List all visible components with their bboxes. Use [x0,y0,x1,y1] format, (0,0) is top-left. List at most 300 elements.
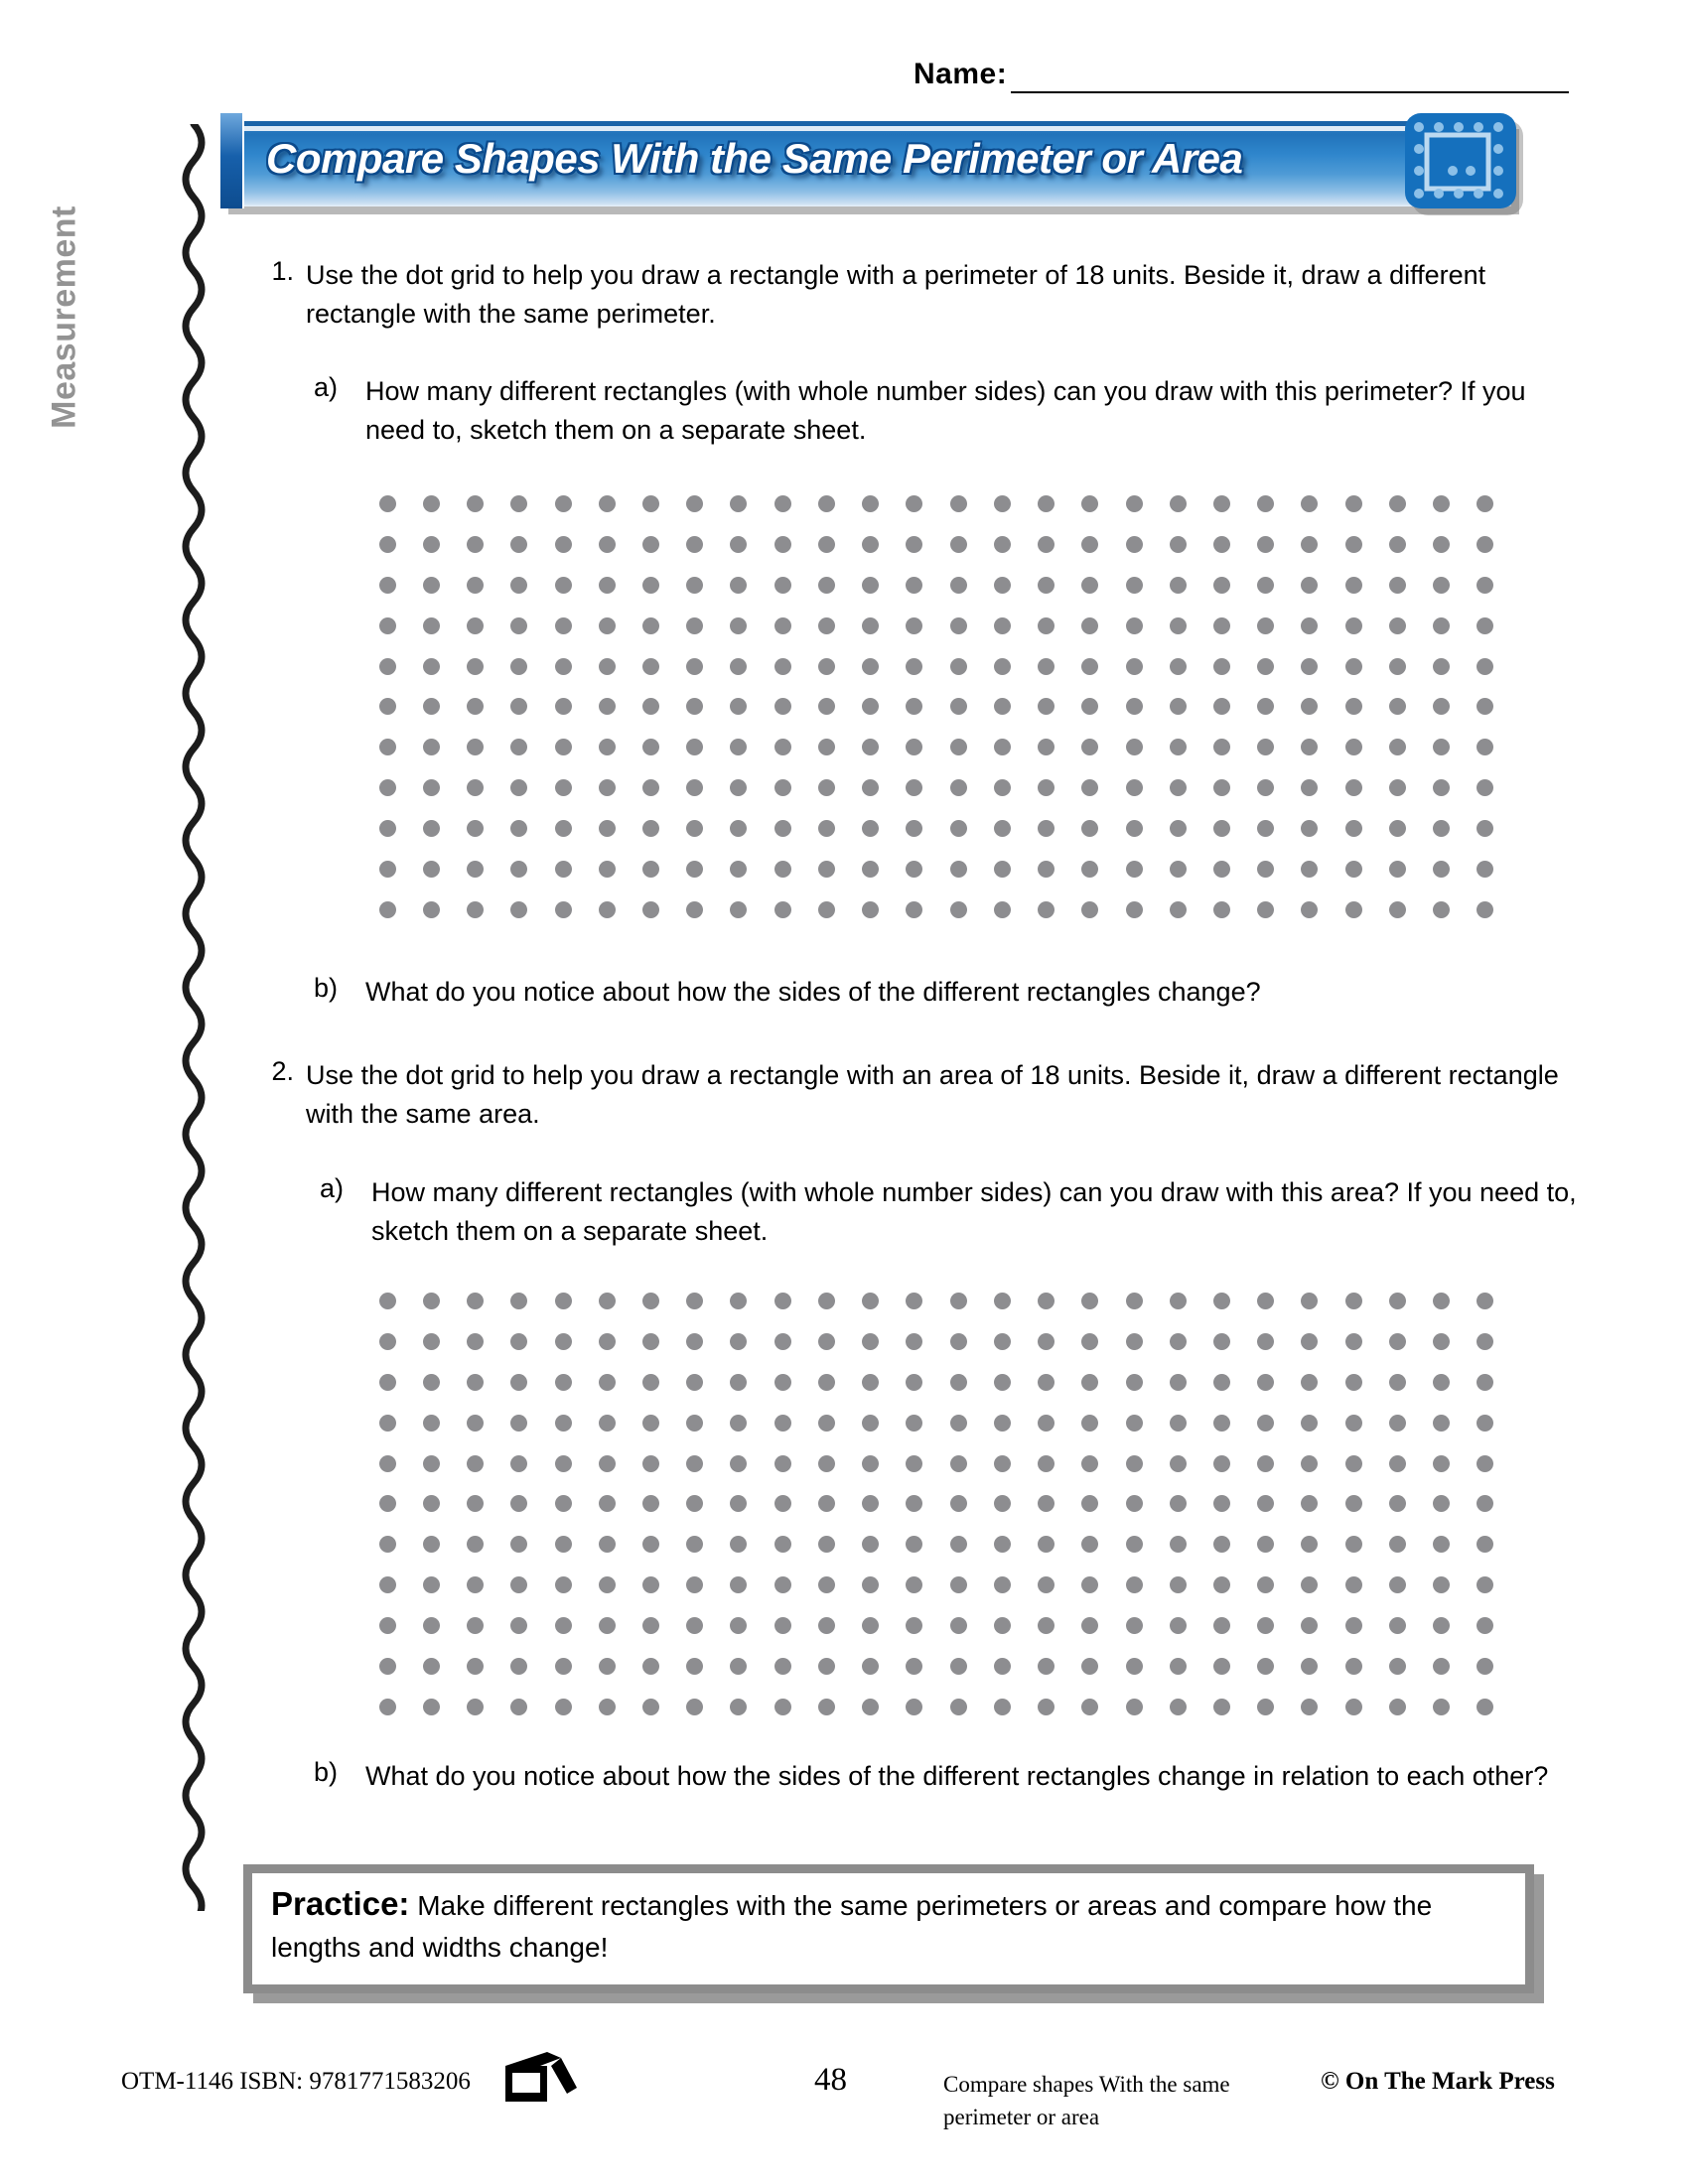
grid-dot [862,1495,879,1512]
grid-dot [774,1455,791,1472]
grid-dot [1345,779,1362,796]
grid-dot [1038,1415,1055,1432]
grid-dot [1477,861,1493,878]
grid-dot [423,617,440,634]
grid-dot [1170,779,1187,796]
grid-dot [1213,1699,1230,1715]
grid-dot [950,577,967,594]
grid-dot [1081,1536,1098,1553]
grid-dot [950,1455,967,1472]
grid-dot [467,495,484,512]
grid-dot [555,1617,572,1634]
grid-dot [862,536,879,553]
grid-dot [510,779,527,796]
grid-dot [1433,577,1450,594]
grid-dot [379,1617,396,1634]
grid-dot [774,1333,791,1350]
name-write-line[interactable] [1011,58,1569,93]
grid-dot [1081,1374,1098,1391]
grid-dot [467,901,484,918]
grid-dot [1257,820,1274,837]
grid-dot [1213,1293,1230,1309]
grid-dot [686,617,703,634]
grid-dot [1257,536,1274,553]
page-title: Compare Shapes With the Same Perimeter or Area [266,135,1243,182]
page-footer [0,2060,1688,2179]
grid-dot [510,1293,527,1309]
grid-dot [1170,577,1187,594]
grid-dot [379,901,396,918]
grid-dot [730,861,747,878]
grid-dot [1477,698,1493,715]
grid-dot [1477,1658,1493,1675]
question-1 [260,256,1551,334]
grid-dot [642,1576,659,1593]
grid-dot [1126,739,1143,755]
grid-dot [510,1455,527,1472]
grid-dot [686,861,703,878]
grid-dot [1170,1617,1187,1634]
grid-dot [1038,495,1055,512]
grid-dot [1301,1374,1318,1391]
grid-dot [642,1699,659,1715]
grid-dot [1038,1333,1055,1350]
grid-dot [1389,1374,1406,1391]
grid-dot [994,1333,1011,1350]
grid-dot [1477,1536,1493,1553]
grid-dot [730,1576,747,1593]
grid-dot [730,536,747,553]
grid-dot [1213,1576,1230,1593]
grid-dot [1170,901,1187,918]
grid-dot [510,861,527,878]
grid-dot [642,698,659,715]
grid-dot [599,861,616,878]
grid-dot [1170,495,1187,512]
grid-dot [730,901,747,918]
grid-dot [555,1536,572,1553]
grid-dot [730,1536,747,1553]
grid-dot [686,779,703,796]
grid-dot [1257,1617,1274,1634]
grid-dot [1257,617,1274,634]
grid-dot [1126,861,1143,878]
grid-dot [730,617,747,634]
grid-dot [1213,1617,1230,1634]
grid-dot [994,901,1011,918]
grid-dot [730,1415,747,1432]
grid-dot [555,1576,572,1593]
grid-dot [818,1293,835,1309]
grid-dot [642,1658,659,1675]
grid-dot [1213,536,1230,553]
grid-dot [555,820,572,837]
grid-dot [599,1699,616,1715]
grid-dot [862,1455,879,1472]
grid-dot [1477,1699,1493,1715]
grid-dot [642,901,659,918]
grid-dot [1345,901,1362,918]
grid-dot [818,617,835,634]
grid-dot [379,739,396,755]
grid-dot [686,698,703,715]
grid-dot [1081,820,1098,837]
grid-dot [510,1617,527,1634]
grid-dot [1170,1699,1187,1715]
grid-dot [994,1658,1011,1675]
grid-dot [1345,577,1362,594]
grid-dot [379,820,396,837]
grid-dot [599,1658,616,1675]
grid-dot [379,779,396,796]
grid-dot [423,1293,440,1309]
grid-dot [510,536,527,553]
grid-dot [818,1374,835,1391]
grid-dot [994,779,1011,796]
grid-dot [1433,698,1450,715]
grid-dot [950,820,967,837]
grid-dot [1433,1455,1450,1472]
grid-dot [1433,901,1450,918]
grid-dot [1301,1333,1318,1350]
grid-dot [906,1374,922,1391]
grid-dot [1345,1536,1362,1553]
grid-dot [1038,1536,1055,1553]
grid-dot [1257,1699,1274,1715]
grid-dot [1389,1536,1406,1553]
grid-dot [1345,1415,1362,1432]
footer-worksheet-title: Compare shapes With the same perimeter or area [943,2072,1230,2130]
grid-dot [1126,658,1143,675]
grid-dot [686,1455,703,1472]
grid-dot [1345,698,1362,715]
grid-dot [467,1293,484,1309]
grid-dot [1126,1699,1143,1715]
grid-dot [1213,779,1230,796]
grid-dot [950,1374,967,1391]
grid-dot [862,1536,879,1553]
grid-dot [1433,820,1450,837]
grid-dot [1433,1658,1450,1675]
grid-dot [1301,1415,1318,1432]
grid-dot [467,1699,484,1715]
grid-dot [1081,698,1098,715]
grid-dot [1389,861,1406,878]
grid-dot [686,1617,703,1634]
grid-dot [774,658,791,675]
grid-dot [906,698,922,715]
question-1-part-a [314,372,1575,450]
grid-dot [1389,698,1406,715]
grid-dot [599,536,616,553]
grid-dot [1213,577,1230,594]
grid-dot [1213,1536,1230,1553]
grid-dot [1213,1374,1230,1391]
grid-dot [906,577,922,594]
title-banner [220,121,1511,212]
grid-dot [1126,617,1143,634]
grid-dot [1257,1333,1274,1350]
grid-dot [774,536,791,553]
grid-dot [774,1495,791,1512]
grid-dot [555,1455,572,1472]
grid-dot [686,1536,703,1553]
grid-dot [1081,861,1098,878]
grid-dot [1257,577,1274,594]
grid-dot [1170,536,1187,553]
grid-dot [1345,1495,1362,1512]
grid-dot [510,495,527,512]
grid-dot [379,495,396,512]
grid-dot [642,1415,659,1432]
grid-dot [1170,1293,1187,1309]
grid-dot [599,820,616,837]
grid-dot [994,1699,1011,1715]
grid-dot [906,779,922,796]
grid-dot [862,1415,879,1432]
grid-dot [510,577,527,594]
grid-dot [1477,1333,1493,1350]
grid-dot [730,1293,747,1309]
question-1-number: 1. [271,256,294,286]
grid-dot [818,779,835,796]
grid-dot [730,1658,747,1675]
grid-dot [730,495,747,512]
question-2-part-b [314,1757,1575,1796]
question-1-part-b-label: b) [314,973,339,1003]
grid-dot [994,495,1011,512]
grid-dot [1126,1333,1143,1350]
grid-dot [862,1293,879,1309]
grid-dot [1170,739,1187,755]
grid-dot [423,739,440,755]
grid-dot [1477,820,1493,837]
grid-dot [994,536,1011,553]
grid-dot [1433,658,1450,675]
grid-dot [906,1576,922,1593]
grid-dot [1170,1536,1187,1553]
grid-dot [818,1455,835,1472]
grid-dot [1081,1495,1098,1512]
grid-dot [950,536,967,553]
grid-dot [730,779,747,796]
grid-dot [423,536,440,553]
grid-dot [862,1617,879,1634]
grid-dot [862,1374,879,1391]
grid-dot [555,1333,572,1350]
grid-dot [1213,1415,1230,1432]
grid-dot [818,577,835,594]
grid-dot [1345,1374,1362,1391]
grid-dot [1170,658,1187,675]
grid-dot [510,617,527,634]
grid-dot [1345,1658,1362,1675]
grid-dot [1345,739,1362,755]
grid-dot [862,739,879,755]
question-1-part-b-text: What do you notice about how the sides of the different rectangles change? [365,977,1261,1007]
grid-dot [1389,901,1406,918]
grid-dot [1389,1415,1406,1432]
grid-dot [906,658,922,675]
grid-dot [994,739,1011,755]
grid-dot [599,1333,616,1350]
grid-dot [1345,820,1362,837]
grid-dot [1170,1495,1187,1512]
grid-dot [1213,901,1230,918]
grid-dot [423,1415,440,1432]
grid-dot [774,617,791,634]
grid-dot [906,1495,922,1512]
grid-dot [730,1374,747,1391]
grid-dot [994,1293,1011,1309]
grid-dot [686,1333,703,1350]
grid-dot [555,1415,572,1432]
grid-dot [862,1576,879,1593]
question-1-part-a-text: How many different rectangles (with whole number sides) can you draw with this perimeter? If you need to, sketch them on a separate sheet. [365,376,1526,446]
question-1-part-a-label: a) [314,372,339,402]
practice-box [243,1864,1534,1998]
grid-dot [1389,577,1406,594]
grid-dot [818,1576,835,1593]
grid-dot [950,1415,967,1432]
grid-dot [510,1658,527,1675]
grid-dot [730,1617,747,1634]
grid-dot [1038,779,1055,796]
grid-dot [379,1374,396,1391]
grid-dot [686,658,703,675]
grid-dot [510,698,527,715]
grid-dot [1126,901,1143,918]
grid-dot [686,1699,703,1715]
grid-dot [906,739,922,755]
dot-grid-area[interactable] [365,1281,1507,1727]
grid-dot [467,1374,484,1391]
grid-dot [379,536,396,553]
grid-dot [1038,1699,1055,1715]
grid-dot [1038,658,1055,675]
grid-dot [1433,1699,1450,1715]
grid-dot [862,1699,879,1715]
grid-dot [1126,1658,1143,1675]
grid-dot [1477,495,1493,512]
grid-dot [1038,536,1055,553]
grid-dot [1301,779,1318,796]
grid-dot [1213,617,1230,634]
grid-dot [1345,1293,1362,1309]
grid-dot [1345,1617,1362,1634]
grid-dot [1301,1617,1318,1634]
grid-dot [818,495,835,512]
grid-dot [1477,901,1493,918]
grid-dot [1126,1617,1143,1634]
grid-dot [1257,1415,1274,1432]
grid-dot [818,861,835,878]
grid-dot [423,779,440,796]
grid-dot [1389,495,1406,512]
grid-dot [642,779,659,796]
question-2-text: Use the dot grid to help you draw a rectangle with an area of 18 units. Beside it, draw a different rectangle with the same area. [306,1060,1559,1130]
grid-dot [467,779,484,796]
grid-dot [555,901,572,918]
grid-dot [730,1455,747,1472]
grid-dot [1433,779,1450,796]
grid-dot [862,698,879,715]
grid-dot [379,1333,396,1350]
grid-dot [555,698,572,715]
grid-dot [1257,698,1274,715]
grid-dot [730,1333,747,1350]
grid-dot [1345,1333,1362,1350]
grid-dot [1433,1374,1450,1391]
grid-dot [642,1455,659,1472]
grid-dot [994,617,1011,634]
grid-dot [1038,1617,1055,1634]
grid-dot [906,1455,922,1472]
grid-dot [818,698,835,715]
grid-dot [642,1536,659,1553]
grid-dot [730,698,747,715]
question-2-part-a-text: How many different rectangles (with whole number sides) can you draw with this area? If you need to, sketch them on a separate sheet. [371,1177,1577,1247]
grid-dot [774,901,791,918]
grid-dot [555,536,572,553]
grid-dot [510,1374,527,1391]
grid-dot [1389,536,1406,553]
grid-dot [423,1658,440,1675]
grid-dot [950,495,967,512]
grid-dot [1081,1333,1098,1350]
grid-dot [994,1455,1011,1472]
banner-gloss [242,126,1511,131]
grid-dot [555,1699,572,1715]
grid-dot [862,1333,879,1350]
grid-dot [1213,1333,1230,1350]
question-2-part-a-label: a) [320,1173,345,1203]
grid-dot [1433,536,1450,553]
grid-dot [1433,1333,1450,1350]
grid-dot [774,495,791,512]
grid-dot [467,1617,484,1634]
grid-dot [510,820,527,837]
question-2-part-b-text: What do you notice about how the sides of the different rectangles change in relation to each other? [365,1761,1549,1791]
grid-dot [1477,658,1493,675]
grid-dot [906,820,922,837]
grid-dot [1081,1658,1098,1675]
grid-dot [423,577,440,594]
grid-dot [467,1658,484,1675]
grid-dot [555,779,572,796]
grid-dot [1389,1293,1406,1309]
grid-dot [950,658,967,675]
grid-dot [862,861,879,878]
grid-dot [1257,779,1274,796]
grid-dot [642,1617,659,1634]
grid-dot [730,1699,747,1715]
grid-dot [1345,1699,1362,1715]
grid-dot [818,658,835,675]
grid-dot [1477,577,1493,594]
grid-dot [774,1576,791,1593]
grid-dot [1038,1293,1055,1309]
grid-dot [906,1293,922,1309]
grid-dot [467,1536,484,1553]
grid-dot [1038,1576,1055,1593]
grid-dot [599,698,616,715]
grid-dot [950,1495,967,1512]
grid-dot [642,1333,659,1350]
grid-dot [950,779,967,796]
dot-grid-perimeter[interactable] [365,483,1507,930]
grid-dot [1257,1658,1274,1675]
